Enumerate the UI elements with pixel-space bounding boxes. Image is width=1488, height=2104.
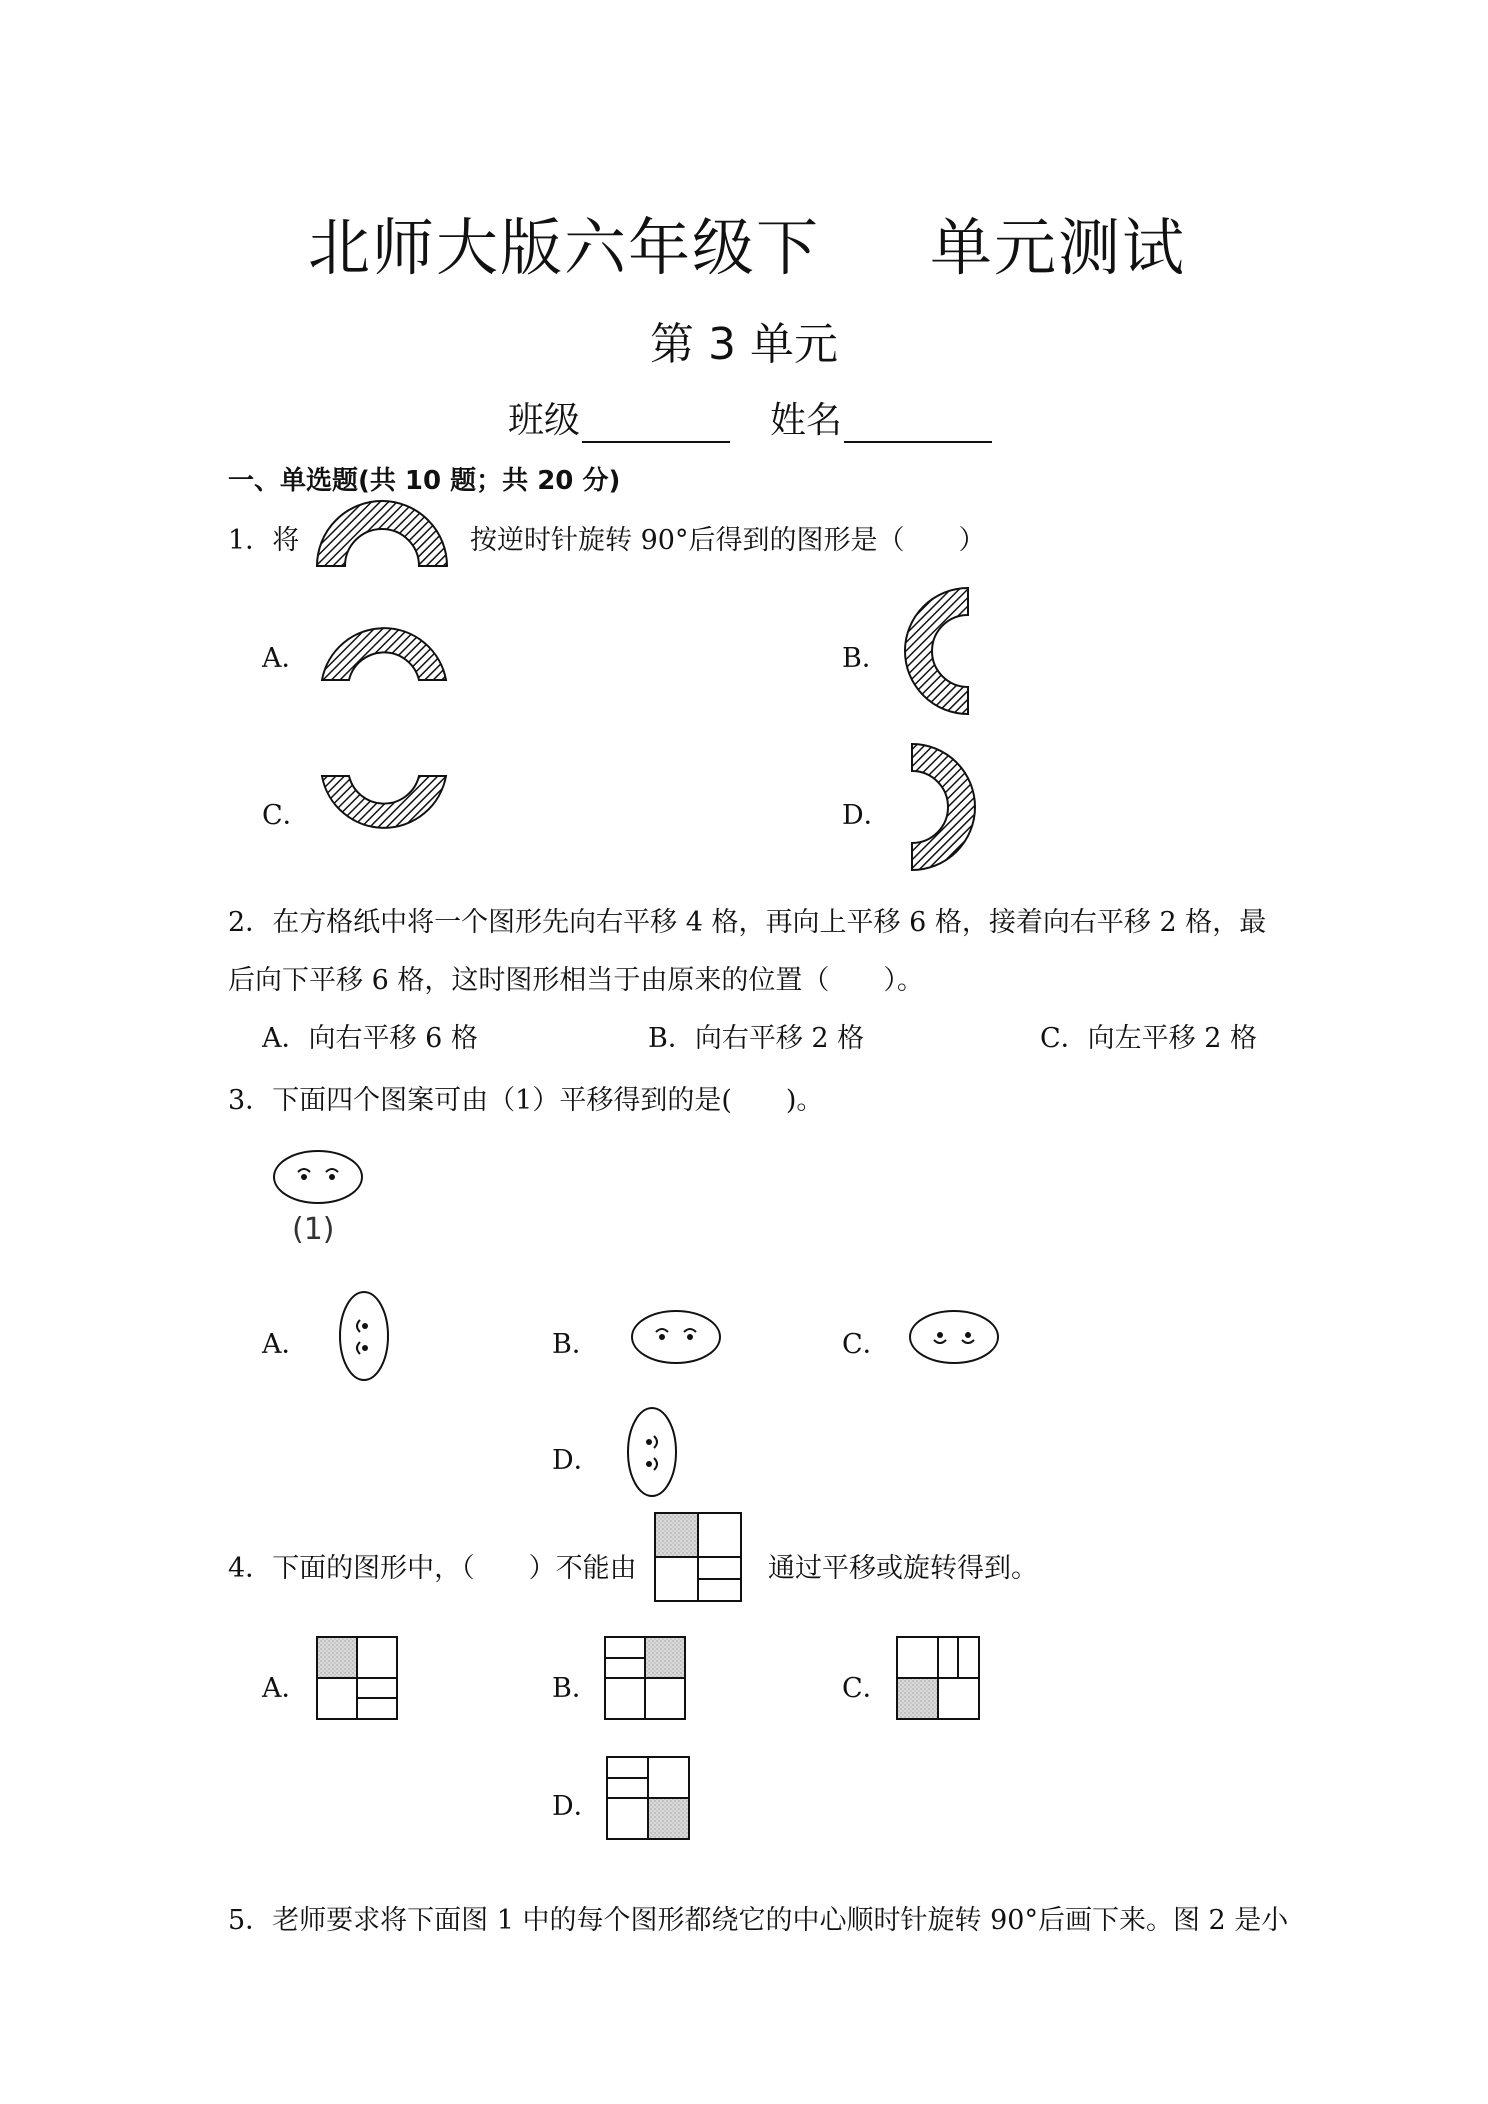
q2-option-c[interactable]: C．向左平移 2 格	[1040, 1023, 1258, 1054]
hatched-arch-option-b-icon	[902, 586, 970, 716]
q5-number: 5．	[228, 1905, 273, 1936]
hatched-arch-option-d-icon	[910, 742, 978, 872]
page-title-left: 北师大版六年级下	[308, 211, 821, 284]
q5-text: 老师要求将下面图 1 中的每个图形都绕它的中心顺时针旋转 90°后画下来。图 2 是小	[272, 1905, 1289, 1936]
q3-text: 下面四个图案可由（1）平移得到的是( )。	[272, 1085, 824, 1116]
q1-option-d[interactable]: D．	[842, 800, 891, 831]
q4-option-c[interactable]: C．	[842, 1673, 890, 1704]
grid-square-reference-icon	[654, 1512, 744, 1604]
figure-1-label: (1)	[292, 1212, 335, 1247]
name-label: 姓名	[770, 400, 843, 441]
class-label: 班级	[508, 400, 581, 441]
q1-option-a[interactable]: A．	[262, 643, 309, 674]
hatched-arch-option-c-icon	[320, 774, 448, 842]
q3-number: 3．	[228, 1085, 273, 1116]
q4-option-b[interactable]: B．	[552, 1673, 599, 1704]
q1-text-after: 按逆时针旋转 90°后得到的图形是（ ）	[470, 525, 986, 556]
q3-option-d[interactable]: D．	[552, 1445, 601, 1476]
q3-text-row	[228, 1078, 823, 1117]
unit-subtitle: 第 3 单元	[650, 319, 838, 370]
q2-option-a[interactable]: A．向右平移 6 格	[262, 1023, 478, 1054]
face-oval-option-a-icon	[336, 1290, 392, 1382]
q3-option-a[interactable]: A．	[262, 1329, 309, 1360]
name-blank	[844, 405, 992, 443]
q4-text-row	[228, 1546, 637, 1585]
face-oval-option-b-icon	[630, 1308, 722, 1366]
grid-square-option-c-icon	[896, 1636, 982, 1722]
face-oval-reference-icon	[272, 1148, 364, 1206]
q4-number: 4．	[228, 1553, 273, 1584]
face-oval-option-c-icon	[908, 1308, 1000, 1366]
class-blank	[582, 405, 730, 443]
q4-text-after: 通过平移或旋转得到。	[768, 1553, 1038, 1584]
grid-square-option-d-icon	[606, 1756, 692, 1842]
hatched-arch-icon	[315, 498, 450, 568]
q1-option-b[interactable]: B．	[842, 643, 889, 674]
q1-text-before: 将	[272, 525, 300, 556]
q4-text-before: 下面的图形中，（ ）不能由	[272, 1553, 637, 1584]
q1-number: 1．	[228, 525, 273, 556]
q3-option-c[interactable]: C．	[842, 1329, 890, 1360]
q4-option-a[interactable]: A．	[262, 1673, 309, 1704]
q2-line1	[228, 900, 1266, 939]
q2-option-b[interactable]: B．向右平移 2 格	[648, 1023, 865, 1054]
page-title-right: 单元测试	[930, 211, 1187, 284]
q2-line2: 后向下平移 6 格，这时图形相当于由原来的位置（ ）。	[228, 965, 924, 996]
q2-text-line1: 在方格纸中将一个图形先向右平移 4 格，再向上平移 6 格，接着向右平移 2 格，最	[272, 907, 1267, 938]
q1-text	[228, 518, 299, 557]
q5-text-row	[228, 1898, 1288, 1937]
section-heading: 一、单选题(共 10 题；共 20 分)	[228, 466, 621, 496]
hatched-arch-option-a-icon	[320, 614, 448, 682]
q4-option-d[interactable]: D．	[552, 1791, 601, 1822]
grid-square-option-b-icon	[604, 1636, 688, 1722]
q1-option-c[interactable]: C．	[262, 800, 310, 831]
class-field	[508, 392, 730, 443]
name-field	[770, 392, 992, 443]
face-oval-option-d-icon	[624, 1406, 680, 1498]
grid-square-option-a-icon	[316, 1636, 400, 1722]
q3-option-b[interactable]: B．	[552, 1329, 599, 1360]
q2-number: 2．	[228, 907, 273, 938]
